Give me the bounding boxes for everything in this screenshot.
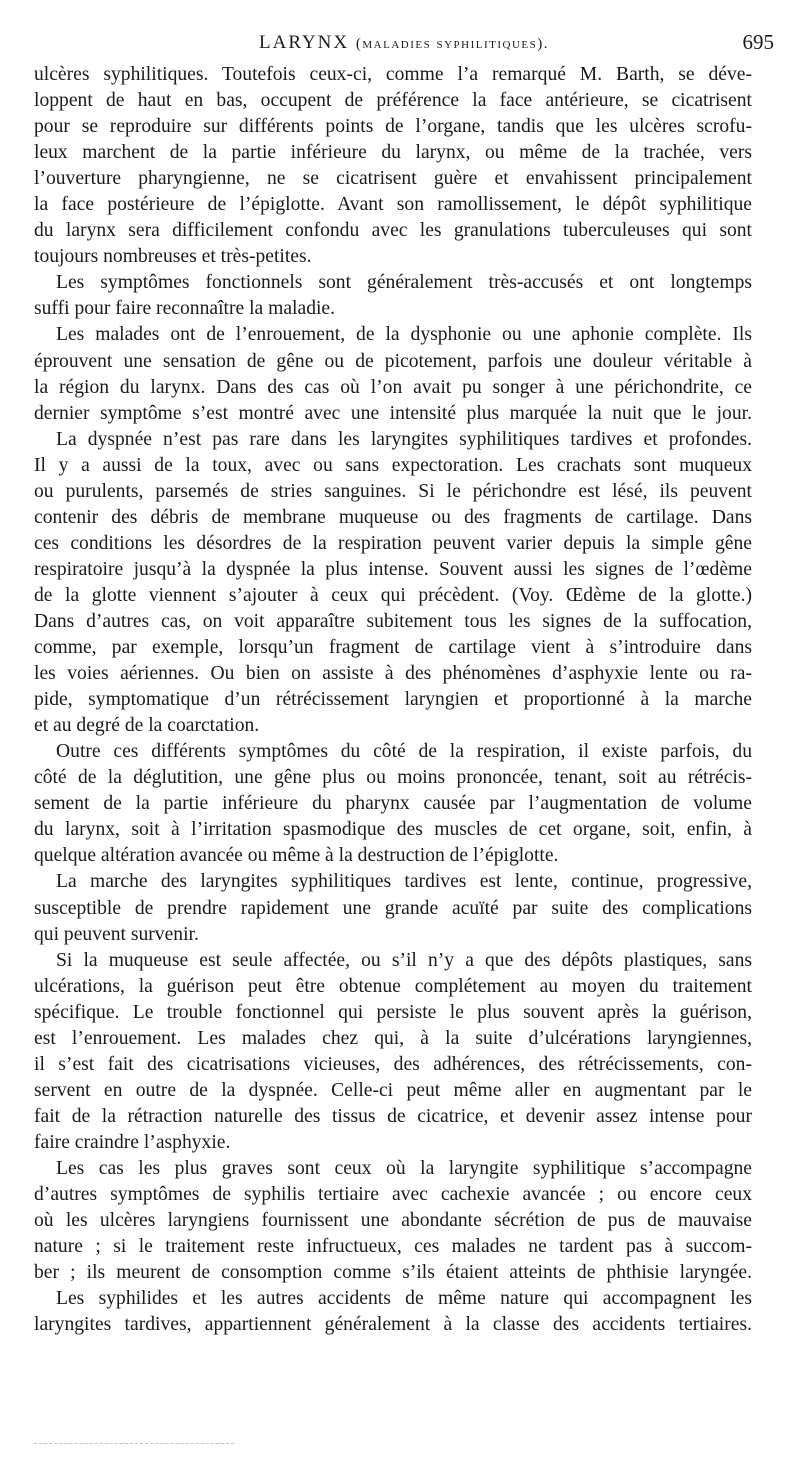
running-head-subtitle: (maladies syphilitiques). xyxy=(355,36,549,52)
text-line: servent en outre de la dyspnée. Celle-ci peut même aller en augmentant par le xyxy=(34,1079,752,1101)
running-head-main: LARYNX xyxy=(259,32,350,53)
text-line: ces conditions les désordres de la respiration peuvent varier depuis la simple gêne xyxy=(34,532,752,554)
paragraph xyxy=(34,1156,752,1286)
text-line: ber ; ils meurent de consomption comme s’ils étaient atteints de phthisie laryngée. xyxy=(34,1262,752,1284)
text-line: du larynx, soit à l’irritation spasmodique des muscles de cet organe, soit, enfin, à xyxy=(34,819,752,841)
text-line: contenir des débris de membrane muqueuse ou des fragments de cartilage. Dans xyxy=(34,506,752,528)
text-line: comme, par exemple, lorsqu’un fragment de cartilage vient à s’introduire dans xyxy=(34,637,752,659)
paragraph xyxy=(34,869,752,947)
text-line: pide, symptomatique d’un rétrécissement laryngien et proportionné à la marche xyxy=(34,689,752,711)
text-line: pour se reproduire sur différents points de l’organe, tandis que les ulcères scrofu- xyxy=(34,116,752,138)
text-line: Dans d’autres cas, on voit apparaître subitement tous les signes de la suffocation, xyxy=(34,610,752,632)
text-line: nature ; si le traitement reste infructueux, ces malades ne tardent pas à succom- xyxy=(34,1236,752,1258)
text-line: où les ulcères laryngiens fournissent une abondante sécrétion de pus de mauvaise xyxy=(34,1210,752,1232)
paragraph xyxy=(34,62,752,270)
text-line: Les syphilides et les autres accidents de même nature qui accompagnent les xyxy=(56,1288,752,1310)
text-line: du larynx sera difficilement confondu avec les granulations tuberculeuses qui sont xyxy=(34,220,752,242)
text-line: Les malades ont de l’enrouement, de la dysphonie ou une aphonie complète. Ils xyxy=(56,324,752,346)
text-line: de la glotte viennent s’ajouter à ceux qui précèdent. (Voy. Œdème de la glotte.) xyxy=(34,584,752,606)
text-line: ou purulents, parsemés de stries sanguines. Si le périchondre est lésé, ils peuvent xyxy=(34,480,752,502)
text-line: Si la muqueuse est seule affectée, ou s’il n’y a que des dépôts plastiques, sans xyxy=(56,949,752,971)
bottom-rule xyxy=(34,1443,234,1444)
text-line: Il y a aussi de la toux, avec ou sans expectoration. Les crachats sont muqueux xyxy=(34,454,752,476)
text-line: sement de la partie inférieure du pharynx causée par l’augmentation de volume xyxy=(34,793,752,815)
text-line: Outre ces différents symptômes du côté de la respiration, il existe parfois, du xyxy=(56,741,752,763)
body-text xyxy=(34,62,752,1338)
text-line: faire craindre l’asphyxie. xyxy=(34,1131,231,1153)
text-line: quelque altération avancée ou même à la destruction de l’épiglotte. xyxy=(34,845,559,867)
text-line: respiratoire jusqu’à la dyspnée la plus intense. Souvent aussi les signes de l’œdème xyxy=(34,558,752,580)
paragraph xyxy=(34,948,752,1156)
text-line: La dyspnée n’est pas rare dans les laryngites syphilitiques tardives et profondes. xyxy=(56,428,752,450)
text-line: loppent de haut en bas, occupent de préférence la face antérieure, se cicatrisent xyxy=(34,90,752,112)
text-line: il s’est fait des cicatrisations vicieuses, des adhérences, des rétrécissements, con- xyxy=(34,1053,752,1075)
text-line: et au degré de la coarctation. xyxy=(34,715,260,737)
text-line: fait de la rétraction naturelle des tissus de cicatrice, et devenir assez intense pour xyxy=(34,1105,752,1127)
text-line: est l’enrouement. Les malades chez qui, à la suite d’ulcérations laryngiennes, xyxy=(34,1027,752,1049)
paragraph xyxy=(34,427,752,740)
text-line: spécifique. Le trouble fonctionnel qui persiste le plus souvent après la guérison, xyxy=(34,1001,752,1023)
text-line: dernier symptôme s’est montré avec une intensité plus marquée la nuit que le jour. xyxy=(34,402,752,424)
text-line: Les symptômes fonctionnels sont généralement très-accusés et ont longtemps xyxy=(56,272,752,294)
text-line: leux marchent de la partie inférieure du larynx, ou même de la trachée, vers xyxy=(34,142,752,164)
text-line: La marche des laryngites syphilitiques tardives est lente, continue, progressive, xyxy=(56,871,752,893)
paragraph xyxy=(34,1286,752,1338)
text-line: qui peuvent survenir. xyxy=(34,923,199,945)
text-line: l’ouverture pharyngienne, ne se cicatrisent guère et envahissent principalement xyxy=(34,168,752,190)
page-header xyxy=(34,30,774,60)
text-line: ulcérations, la guérison peut être obtenue complétement au moyen du traitement xyxy=(34,975,752,997)
text-line: d’autres symptômes de syphilis tertiaire avec cachexie avancée ; ou encore ceux xyxy=(34,1184,752,1206)
text-line: côté de la déglutition, une gêne plus ou moins prononcée, tenant, soit au rétrécis- xyxy=(34,767,752,789)
text-line: toujours nombreuses et très-petites. xyxy=(34,246,312,268)
text-line: les voies aériennes. Ou bien on assiste à des phénomènes d’asphyxie lente ou ra- xyxy=(34,663,752,685)
text-line: ulcères syphilitiques. Toutefois ceux-ci, comme l’a remarqué M. Barth, se déve- xyxy=(34,64,752,85)
text-line: laryngites tardives, appartiennent généralement à la classe des accidents tertiaires. xyxy=(34,1314,752,1336)
text-line: la région du larynx. Dans des cas où l’on avait pu songer à une périchondrite, ce xyxy=(34,376,752,398)
paragraph xyxy=(34,739,752,869)
paragraph xyxy=(34,322,752,426)
text-line: éprouvent une sensation de gêne ou de picotement, parfois une douleur véritable à xyxy=(34,350,752,372)
text-line: Les cas les plus graves sont ceux où la laryngite syphilitique s’accompagne xyxy=(56,1157,752,1179)
text-line: suffi pour faire reconnaître la maladie. xyxy=(34,298,336,320)
page-number: 695 xyxy=(742,30,774,54)
paragraph xyxy=(34,270,752,322)
text-line: la face postérieure de l’épiglotte. Avant son ramollissement, le dépôt syphilitique xyxy=(34,194,752,216)
running-head xyxy=(34,32,774,54)
text-line: susceptible de prendre rapidement une grande acuïté par suite des complications xyxy=(34,897,752,919)
